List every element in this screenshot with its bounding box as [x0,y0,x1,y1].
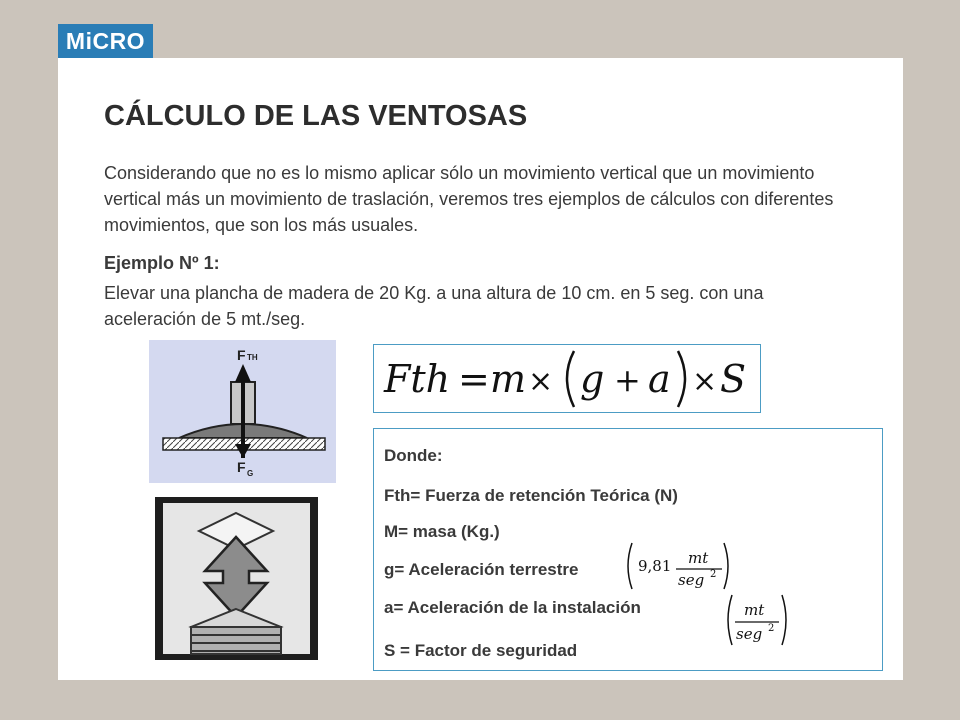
definitions-heading: Donde: [384,446,443,465]
svg-text:G: G [247,469,254,478]
svg-text:=: = [458,357,490,401]
definition-gravity: g= Aceleración terrestre [384,560,579,579]
svg-text:×: × [692,364,718,399]
example-title: Ejemplo Nº 1: [104,253,220,273]
svg-text:seg: seg [736,625,763,643]
svg-text:+: + [614,361,641,399]
formula-mass: m [490,357,527,401]
svg-text:mt: mt [744,601,765,619]
suction-cup-force-diagram [149,340,336,483]
svg-text:9,81: 9,81 [638,557,672,575]
vertical-lift-icon [155,497,318,660]
definitions-box [373,428,883,671]
example-description: Elevar una plancha de madera de 20 Kg. a una altura de 10 cm. en 5 seg. con una aceleración de 5 mt./seg. [104,283,764,329]
gravity-value-formula [624,539,732,593]
definition-mass: M= masa (Kg.) [384,522,500,541]
force-label-top: F [237,347,246,363]
formula-box [373,344,761,413]
acceleration-units-formula [724,591,790,649]
definition-acceleration: a= Aceleración de la instalación [384,598,641,617]
formula-lhs: Fth [384,357,451,401]
intro-paragraph: Considerando que no es lo mismo aplicar sólo un movimiento vertical que un movimiento vertical más un movimiento de traslación, veremos tres ejemplos de cálculos con diferentes movimientos, que son los más usuales. [104,163,834,235]
formula-gravity: g [580,357,605,401]
definition-fth: Fth= Fuerza de retención Teórica (N) [384,486,678,505]
svg-text:seg: seg [678,571,705,589]
formula-accel: a [648,357,671,401]
page-title: CÁLCULO DE LAS VENTOSAS [104,100,528,132]
svg-text:2: 2 [710,569,717,580]
micro-logo: MiCRO [58,24,153,58]
svg-text:mt: mt [688,549,709,567]
svg-text:×: × [528,364,554,399]
definition-safety-factor: S = Factor de seguridad [384,641,578,660]
formula-safety: S [720,357,747,401]
svg-text:TH: TH [247,353,258,362]
force-label-bottom: F [237,459,246,475]
svg-text:2: 2 [768,623,775,634]
